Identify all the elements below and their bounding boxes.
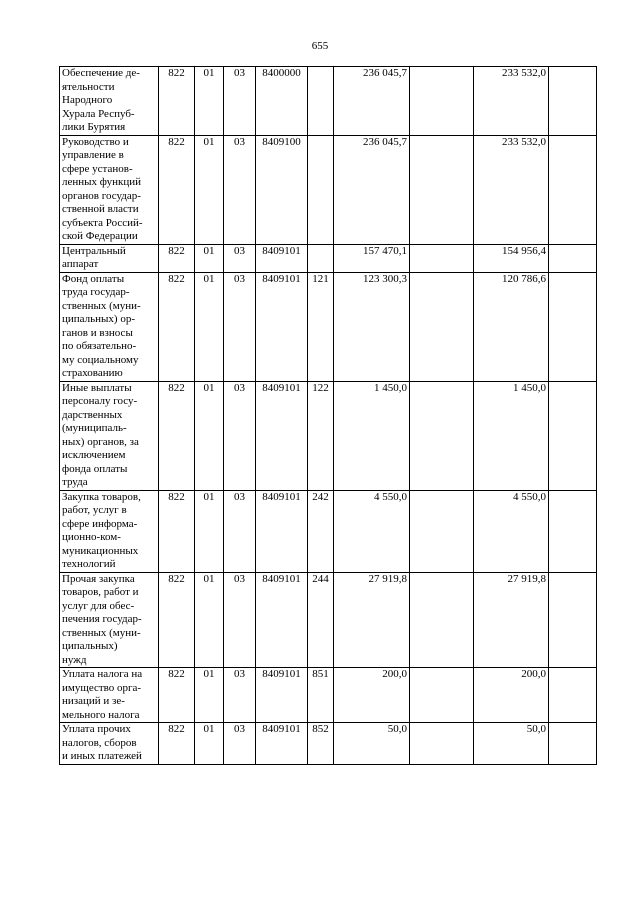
cell-amount-3: 154 956,4 [474, 244, 549, 272]
cell-target-article: 8409101 [256, 272, 308, 381]
cell-amount-1: 236 045,7 [334, 135, 410, 244]
cell-section-code: 01 [195, 723, 224, 765]
cell-amount-2 [410, 272, 474, 381]
cell-amount-4 [549, 244, 597, 272]
cell-ministry-code: 822 [159, 572, 195, 668]
cell-section-code: 01 [195, 67, 224, 136]
cell-amount-2 [410, 381, 474, 490]
cell-amount-3: 233 532,0 [474, 135, 549, 244]
cell-ministry-code: 822 [159, 67, 195, 136]
table-row [60, 723, 597, 765]
cell-ministry-code: 822 [159, 244, 195, 272]
cell-amount-3: 27 919,8 [474, 572, 549, 668]
cell-amount-2 [410, 67, 474, 136]
cell-subsection-code: 03 [224, 381, 256, 490]
cell-amount-4 [549, 668, 597, 723]
table-row [60, 135, 597, 244]
cell-amount-1: 50,0 [334, 723, 410, 765]
cell-section-code: 01 [195, 272, 224, 381]
cell-amount-2 [410, 135, 474, 244]
cell-target-article: 8409101 [256, 668, 308, 723]
cell-expense-type: 244 [308, 572, 334, 668]
page-number: 655 [311, 40, 329, 52]
cell-amount-4 [549, 272, 597, 381]
cell-target-article: 8409101 [256, 490, 308, 572]
cell-subsection-code: 03 [224, 668, 256, 723]
cell-amount-4 [549, 67, 597, 136]
cell-amount-1: 4 550,0 [334, 490, 410, 572]
cell-amount-1: 1 450,0 [334, 381, 410, 490]
budget-table [59, 66, 597, 765]
cell-subsection-code: 03 [224, 572, 256, 668]
cell-amount-1: 200,0 [334, 668, 410, 723]
cell-name: Обеспечение де- ятельности Народного Хурала Респуб- лики Бурятия [60, 67, 159, 136]
table-row [60, 244, 597, 272]
cell-section-code: 01 [195, 381, 224, 490]
cell-target-article: 8409101 [256, 381, 308, 490]
cell-target-article: 8409101 [256, 723, 308, 765]
cell-ministry-code: 822 [159, 668, 195, 723]
budget-table-body [60, 67, 597, 765]
cell-name: Центральный аппарат [60, 244, 159, 272]
cell-subsection-code: 03 [224, 490, 256, 572]
cell-amount-2 [410, 723, 474, 765]
table-row [60, 490, 597, 572]
cell-amount-2 [410, 668, 474, 723]
cell-name: Уплата налога на имущество орга- низаций и зе- мельного налога [60, 668, 159, 723]
cell-ministry-code: 822 [159, 135, 195, 244]
cell-expense-type [308, 67, 334, 136]
cell-name: Фонд оплаты труда государ- ственных (муни- ципальных) ор- ганов и взносы по обязательно- му социальному страхованию [60, 272, 159, 381]
cell-ministry-code: 822 [159, 272, 195, 381]
table-row [60, 272, 597, 381]
table-row [60, 67, 597, 136]
cell-expense-type: 851 [308, 668, 334, 723]
cell-amount-4 [549, 572, 597, 668]
cell-amount-3: 50,0 [474, 723, 549, 765]
cell-amount-4 [549, 135, 597, 244]
cell-subsection-code: 03 [224, 272, 256, 381]
cell-name: Руководство и управление в сфере установ- ленных функций органов государ- ственной власти субъекта Россий- ской Федерации [60, 135, 159, 244]
cell-amount-4 [549, 723, 597, 765]
cell-amount-1: 27 919,8 [334, 572, 410, 668]
cell-target-article: 8409101 [256, 244, 308, 272]
cell-target-article: 8400000 [256, 67, 308, 136]
table-row [60, 381, 597, 490]
cell-section-code: 01 [195, 244, 224, 272]
cell-expense-type: 122 [308, 381, 334, 490]
cell-amount-2 [410, 244, 474, 272]
cell-expense-type [308, 135, 334, 244]
cell-section-code: 01 [195, 135, 224, 244]
cell-section-code: 01 [195, 490, 224, 572]
cell-section-code: 01 [195, 668, 224, 723]
cell-expense-type: 242 [308, 490, 334, 572]
cell-amount-3: 200,0 [474, 668, 549, 723]
cell-amount-3: 4 550,0 [474, 490, 549, 572]
cell-amount-4 [549, 381, 597, 490]
cell-amount-1: 236 045,7 [334, 67, 410, 136]
cell-section-code: 01 [195, 572, 224, 668]
cell-expense-type: 121 [308, 272, 334, 381]
cell-ministry-code: 822 [159, 381, 195, 490]
table-row [60, 668, 597, 723]
cell-amount-3: 1 450,0 [474, 381, 549, 490]
cell-amount-1: 123 300,3 [334, 272, 410, 381]
cell-amount-1: 157 470,1 [334, 244, 410, 272]
cell-name: Иные выплаты персоналу госу- дарственных (муниципаль- ных) органов, за исключением фонда оплаты труда [60, 381, 159, 490]
cell-name: Прочая закупка товаров, работ и услуг для обес- печения государ- ственных (муни- ципальных) нужд [60, 572, 159, 668]
cell-target-article: 8409101 [256, 572, 308, 668]
cell-target-article: 8409100 [256, 135, 308, 244]
cell-amount-3: 120 786,6 [474, 272, 549, 381]
cell-name: Закупка товаров, работ, услуг в сфере информа- ционно-ком- муникационных технологий [60, 490, 159, 572]
cell-ministry-code: 822 [159, 490, 195, 572]
cell-amount-2 [410, 490, 474, 572]
cell-expense-type: 852 [308, 723, 334, 765]
cell-amount-2 [410, 572, 474, 668]
cell-subsection-code: 03 [224, 67, 256, 136]
cell-subsection-code: 03 [224, 135, 256, 244]
cell-amount-4 [549, 490, 597, 572]
cell-ministry-code: 822 [159, 723, 195, 765]
cell-subsection-code: 03 [224, 723, 256, 765]
table-row [60, 572, 597, 668]
cell-amount-3: 233 532,0 [474, 67, 549, 136]
cell-expense-type [308, 244, 334, 272]
cell-name: Уплата прочих налогов, сборов и иных платежей [60, 723, 159, 765]
cell-subsection-code: 03 [224, 244, 256, 272]
